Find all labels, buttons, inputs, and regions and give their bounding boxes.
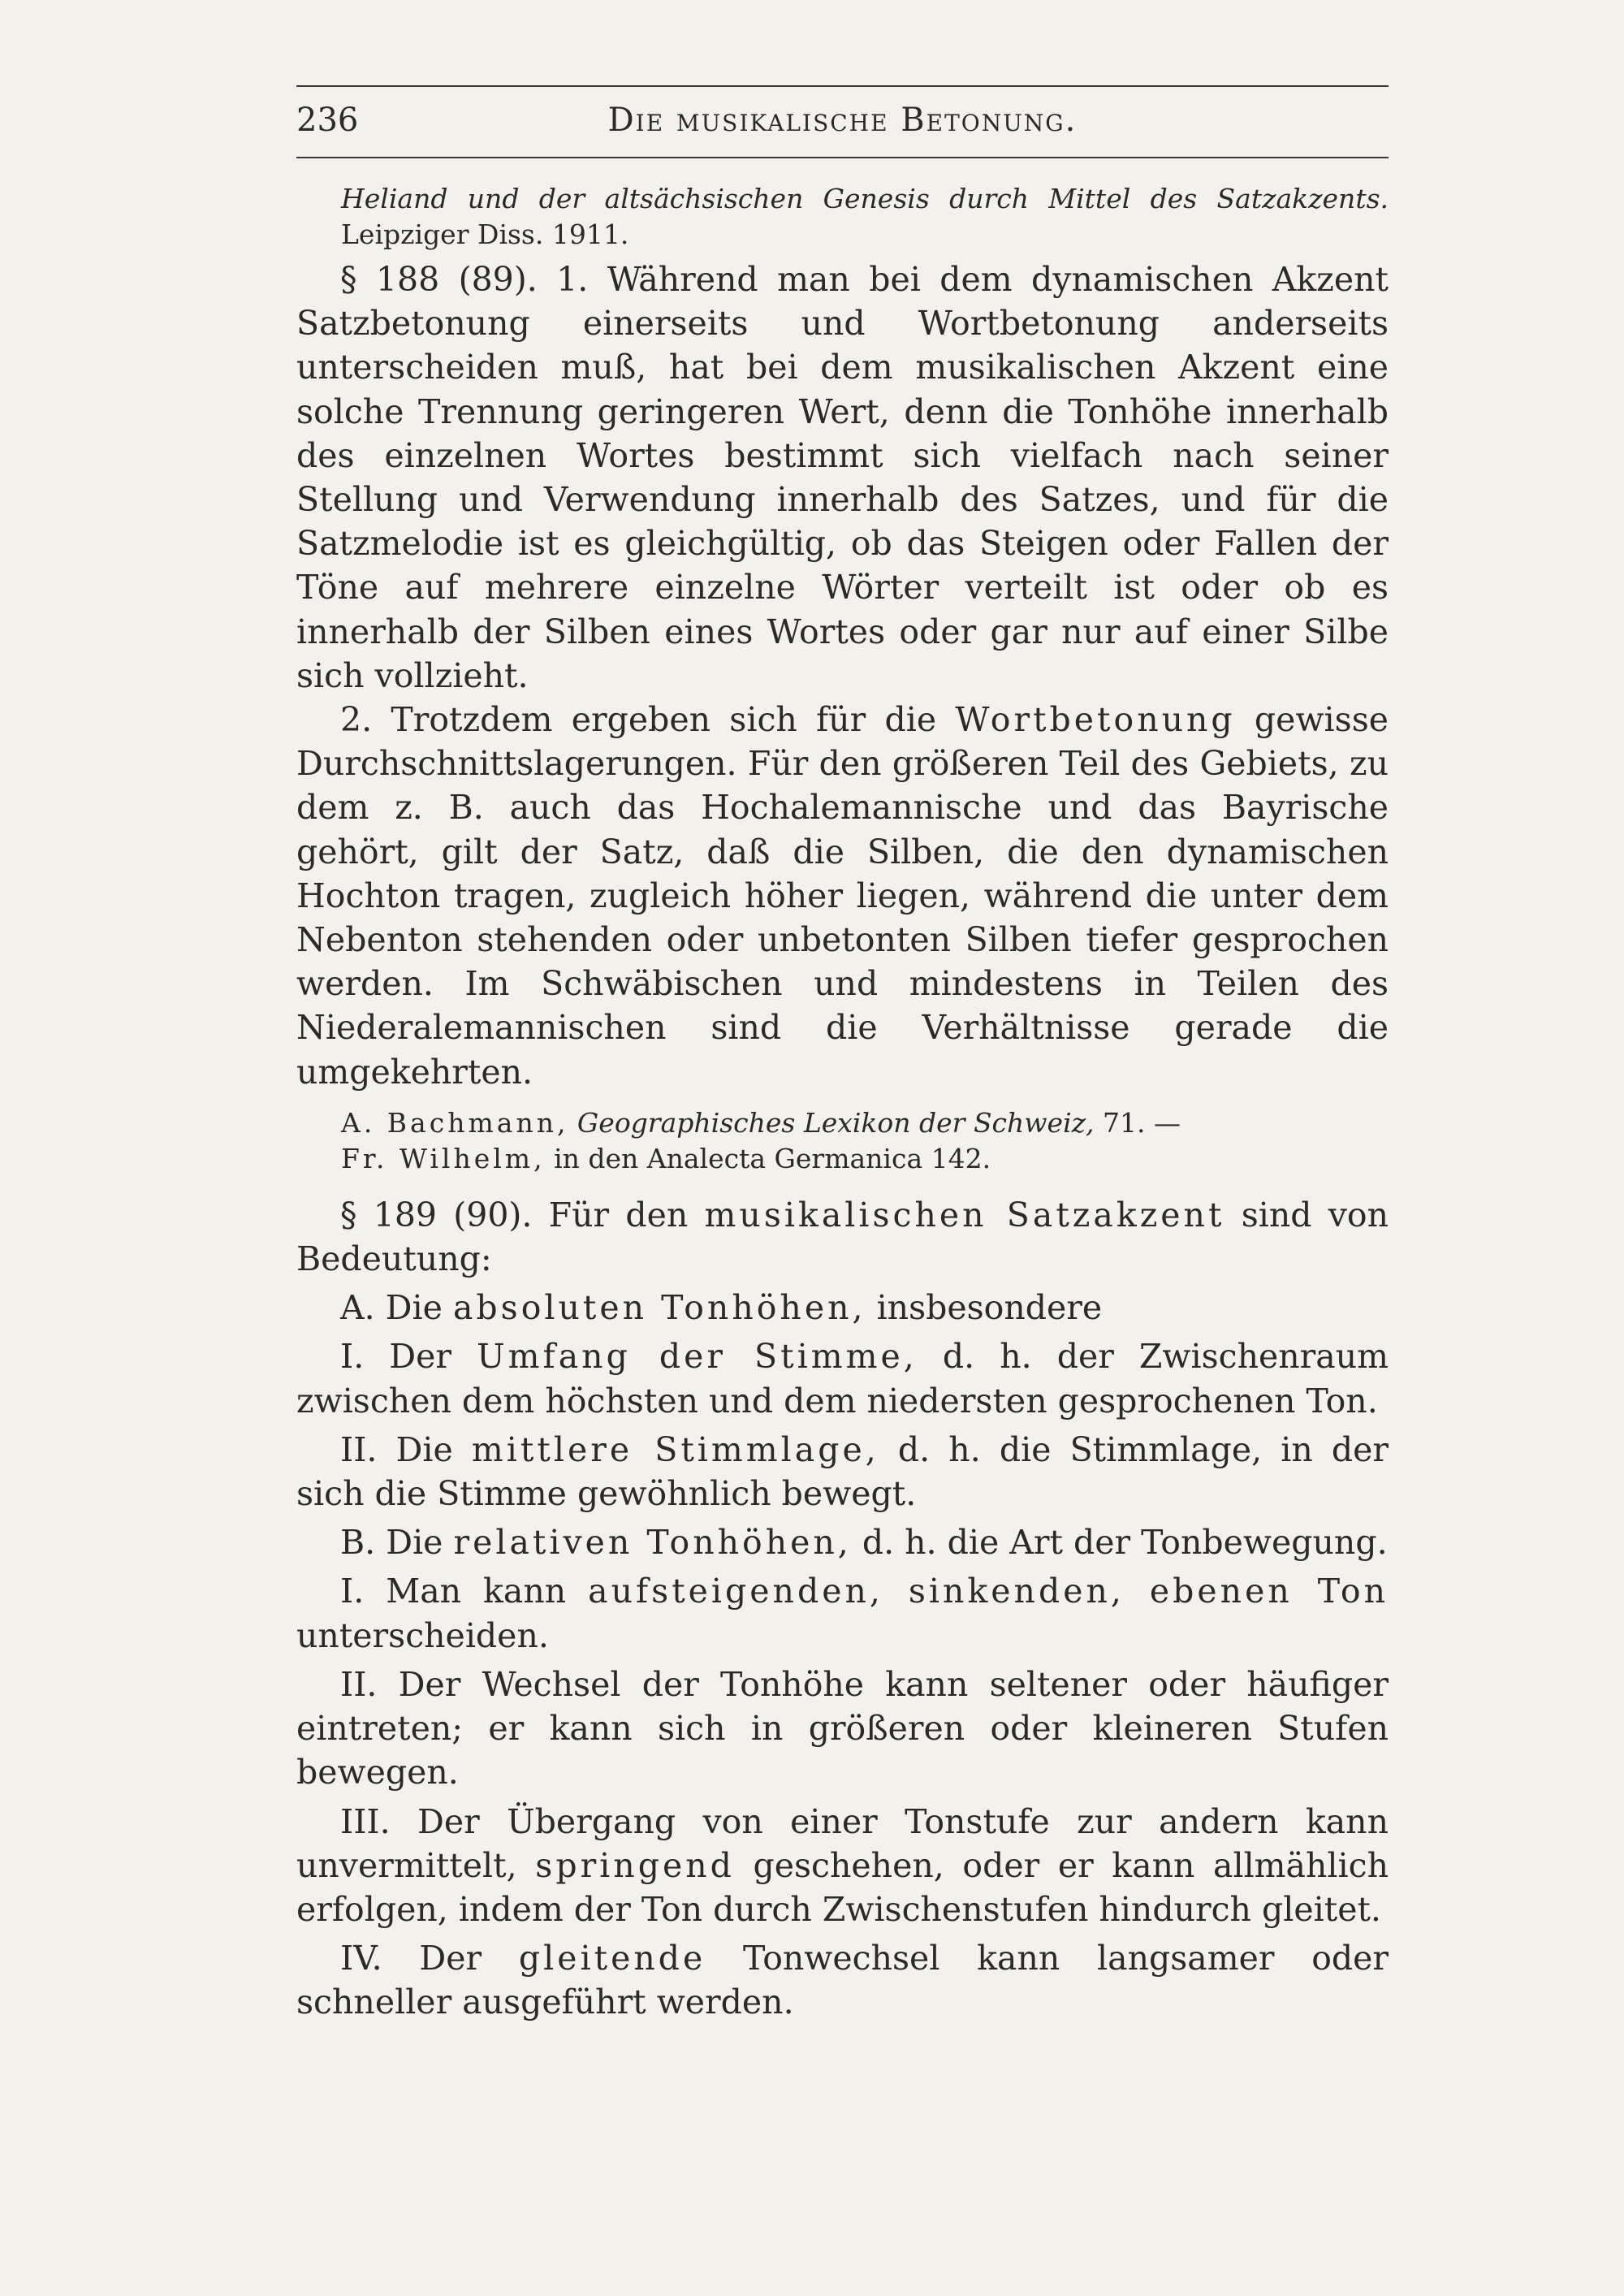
outline-lead: IV. Der	[340, 1939, 519, 1978]
p2-spaced: Wortbetonung	[955, 700, 1236, 740]
literature-note-top	[296, 181, 1389, 253]
lit-author-1: A. Bachmann,	[341, 1106, 569, 1139]
outline-rest: Tonwechsel kann langsamer oder schneller ausgeführt werden.	[296, 1939, 1389, 2022]
outline-rest: d. h. der Zwischenraum zwischen dem höchsten und dem niedersten gesprochenen Ton.	[296, 1337, 1389, 1420]
outline-lead: II.	[340, 1664, 399, 1704]
s189-text-b: sind von Bedeutung:	[296, 1195, 1389, 1279]
literature-note-mid	[296, 1105, 1389, 1177]
outline-spaced: relativen Tonhöhen,	[453, 1523, 852, 1563]
outline-item	[296, 1286, 1389, 1330]
section-189-paragraph	[296, 1193, 1389, 1281]
section-188-paragraph-2	[296, 698, 1389, 1094]
outline-lead: B. Die	[340, 1523, 454, 1563]
outline-list	[296, 1286, 1389, 2024]
outline-item	[296, 1520, 1389, 1564]
outline-spaced: Umfang der Stimme,	[477, 1337, 918, 1377]
lit-title-1: Geographisches Lexikon der Schweiz,	[568, 1106, 1095, 1139]
outline-item	[296, 1428, 1389, 1516]
outline-lead: I. Man kann	[340, 1572, 589, 1611]
outline-item	[296, 1569, 1389, 1657]
outline-item	[296, 1936, 1389, 2024]
outline-item	[296, 1800, 1389, 1932]
p2-text-a: 2. Trotzdem ergeben sich für die	[340, 700, 956, 740]
lit-rest-2: in den Analecta Germanica 142.	[545, 1142, 991, 1174]
body-text	[296, 181, 1389, 2025]
outline-item	[296, 1334, 1389, 1422]
section-188-text: Während man bei dem dynamischen Akzent Satzbetonung einerseits und Wortbetonung anderseits unterscheiden muß, hat bei dem musikalischen Akzent eine solche Trennung geringeren Wert, denn die Tonhöhe innerhalb des einzelnen Wortes bestimmt sich vielfach nach seiner Stellung und Verwendung innerhalb des Satzes, und für die Satzmelodie ist es gleichgültig, ob das Steigen oder Fallen der Töne auf mehrere einzelne Wörter verteilt ist oder ob es innerhalb der Silben eines Wortes oder gar nur auf einer Silbe sich vollzieht.	[296, 260, 1389, 695]
outline-spaced: gleitende	[518, 1939, 706, 1978]
outline-spaced: absoluten Tonhöhen,	[452, 1288, 866, 1328]
lit-rest-1: 71. —	[1094, 1106, 1181, 1139]
outline-lead: III. Der Übergang von einer Tonstufe zur andern kann unvermittelt,	[296, 1801, 1389, 1885]
header-rule-top	[296, 85, 1389, 87]
page	[296, 85, 1389, 2025]
lit-top-rest: Leipziger Diss. 1911.	[341, 218, 629, 250]
page-number: 236	[296, 102, 359, 139]
outline-item	[296, 1663, 1389, 1795]
s189-spaced: musikalischen Satzakzent	[704, 1195, 1225, 1234]
outline-rest: d. h. die Art der Tonbewegung.	[851, 1523, 1388, 1563]
outline-spaced: mittlere Stimmlage,	[471, 1429, 879, 1469]
header-rule-bottom	[296, 157, 1389, 158]
outline-rest: d. h. die Stimmlage, in der sich die Stimme gewöhnlich bewegt.	[296, 1429, 1389, 1514]
outline-spaced: aufsteigenden, sinkenden, ebenen Ton	[588, 1572, 1389, 1611]
lit-top-title: Heliand und der altsächsischen Genesis durch Mittel des Satzakzents.	[341, 183, 1389, 214]
outline-lead: I. Der	[340, 1337, 477, 1377]
outline-rest: geschehen, oder er kann allmählich erfolgen, indem der Ton durch Zwischenstufen hindurch gleitet.	[296, 1845, 1389, 1929]
outline-lead: A. Die	[340, 1288, 453, 1328]
s189-text-a: Für den	[532, 1195, 705, 1234]
outline-lead: II. Die	[340, 1429, 472, 1469]
outline-rest: insbesondere	[866, 1288, 1103, 1328]
section-188-label: § 188 (89). 1.	[340, 260, 589, 299]
outline-rest: Der Wechsel der Tonhöhe kann seltener oder häufiger eintreten; er kann sich in größeren oder kleineren Stufen bewegen.	[296, 1664, 1389, 1792]
outline-spaced: springend	[535, 1845, 735, 1885]
outline-rest: unterscheiden.	[296, 1615, 549, 1655]
running-header	[296, 102, 1389, 144]
running-title: Die musikalische Betonung.	[607, 102, 1078, 139]
p2-text-b: gewisse Durchschnittslagerungen. Für den größeren Teil des Gebiets, zu dem z. B. auch das Hochalemannische und das Bayrische gehört, gilt der Satz, daß die Silben, die den dynamischen Hochton tragen, zugleich höher liegen, während die unter dem Nebenton stehenden oder unbetonten Silben tiefer gesprochen werden. Im Schwäbischen und mindestens in Teilen des Niederalemannischen sind die Verhältnisse gerade die umgekehrten.	[296, 700, 1389, 1092]
section-189-label: § 189 (90).	[340, 1195, 533, 1234]
lit-author-2: Fr. Wilhelm,	[341, 1142, 546, 1174]
section-188-paragraph-1	[296, 257, 1389, 698]
